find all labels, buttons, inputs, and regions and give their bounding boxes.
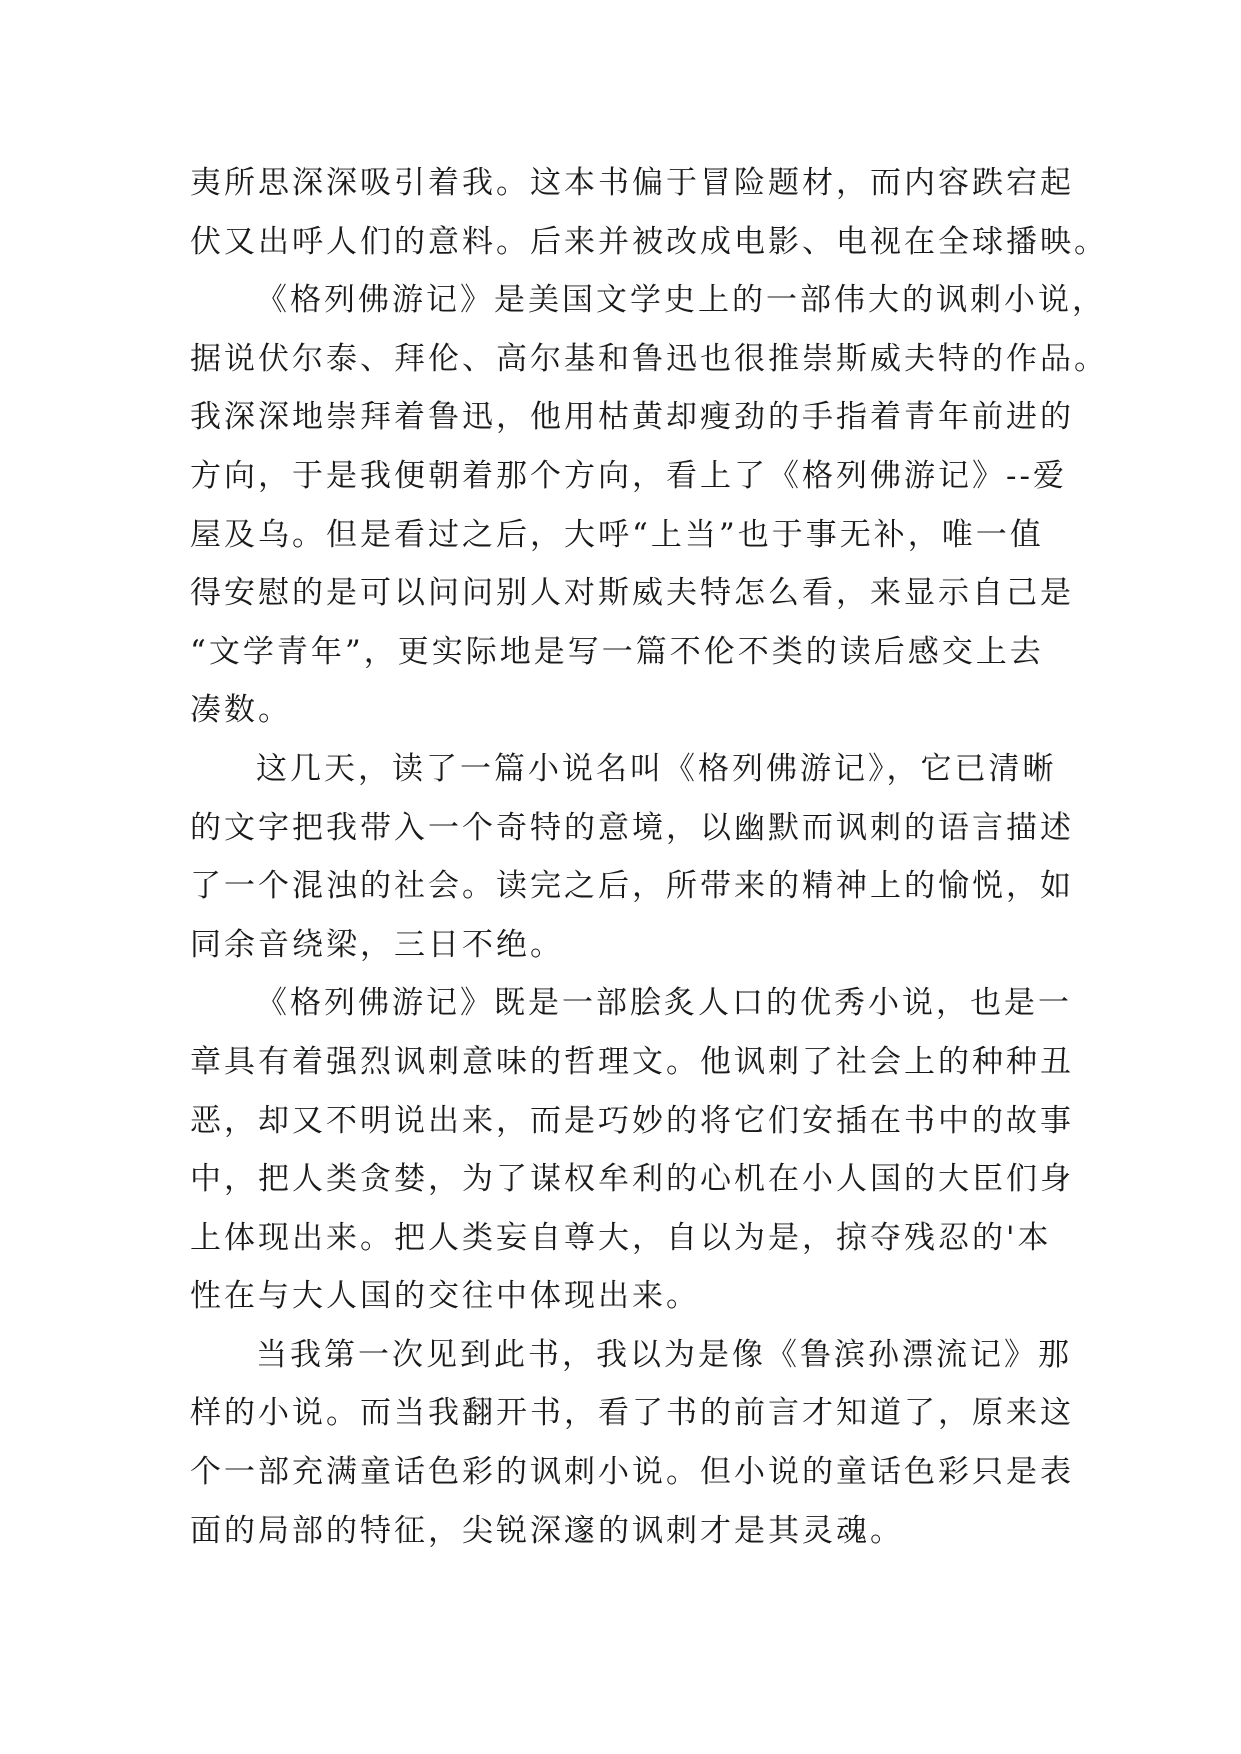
text-line: 方向，于是我便朝着那个方向，看上了《格列佛游记》--爱 [190,457,1067,494]
text-line: 同余音绕梁，三日不绝。 [190,926,564,963]
text-line: 夷所思深深吸引着我。这本书偏于冒险题材，而内容跌宕起 [190,165,1074,201]
text-line: 当我第一次见到此书，我以为是像《鲁滨孙漂流记》那 [256,1336,1072,1373]
text-line: 据说伏尔泰、拜伦、高尔基和鲁迅也很推崇斯威夫特的作品。 [190,340,1108,377]
text-line: 的文字把我带入一个奇特的意境，以幽默而讽刺的语言描述 [190,809,1074,846]
text-line: 这几天，读了一篇小说名叫《格列佛游记》，它已清晰 [256,750,1057,787]
text-line: 了一个混浊的社会。读完之后，所带来的精神上的愉悦，如 [190,868,1074,905]
text-line: 得安慰的是可以问问别人对斯威夫特怎么看，来显示自己是 [190,575,1074,612]
text-line: 《格列佛游记》既是一部脍炙人口的优秀小说，也是一 [256,985,1072,1022]
text-line: 个一部充满童话色彩的讽刺小说。但小说的童话色彩只是表 [190,1454,1074,1491]
text-line: 恶，却又不明说出来，而是巧妙的将它们安插在书中的故事 [190,1102,1074,1139]
text-line: 样的小说。而当我翻开书，看了书的前言才知道了，原来这 [190,1395,1074,1432]
text-line: 性在与大人国的交往中体现出来。 [190,1278,700,1315]
text-line: 凑数。 [190,692,292,729]
paragraph-1 [190,154,1108,271]
paragraph-2 [190,271,1108,740]
paragraph-3 [190,740,1074,974]
text-line: 中，把人类贪婪，为了谋权牟利的心机在小人国的大臣们身 [190,1161,1074,1198]
paragraph-5 [190,1326,1074,1560]
text-line: 伏又出呼人们的意料。后来并被改成电影、电视在全球播映。 [190,223,1108,260]
text-line: 章具有着强烈讽刺意味的哲理文。他讽刺了社会上的种种丑 [190,1043,1074,1080]
paragraph-4 [190,974,1074,1326]
document-body [190,154,1108,1560]
text-line: “文学青年”，更实际地是写一篇不伦不类的读后感交上去 [190,633,1044,670]
text-line: 面的局部的特征，尖锐深邃的讽刺才是其灵魂。 [190,1512,904,1549]
text-line: 《格列佛游记》是美国文学史上的一部伟大的讽刺小说， [256,282,1106,319]
text-line: 上体现出来。把人类妄自尊大，自以为是，掠夺残忍的'本 [190,1219,1052,1256]
text-line: 我深深地崇拜着鲁迅，他用枯黄却瘦劲的手指着青年前进的 [190,399,1074,436]
text-line: 屋及乌。但是看过之后，大呼“上当”也于事无补，唯一值 [190,516,1044,553]
